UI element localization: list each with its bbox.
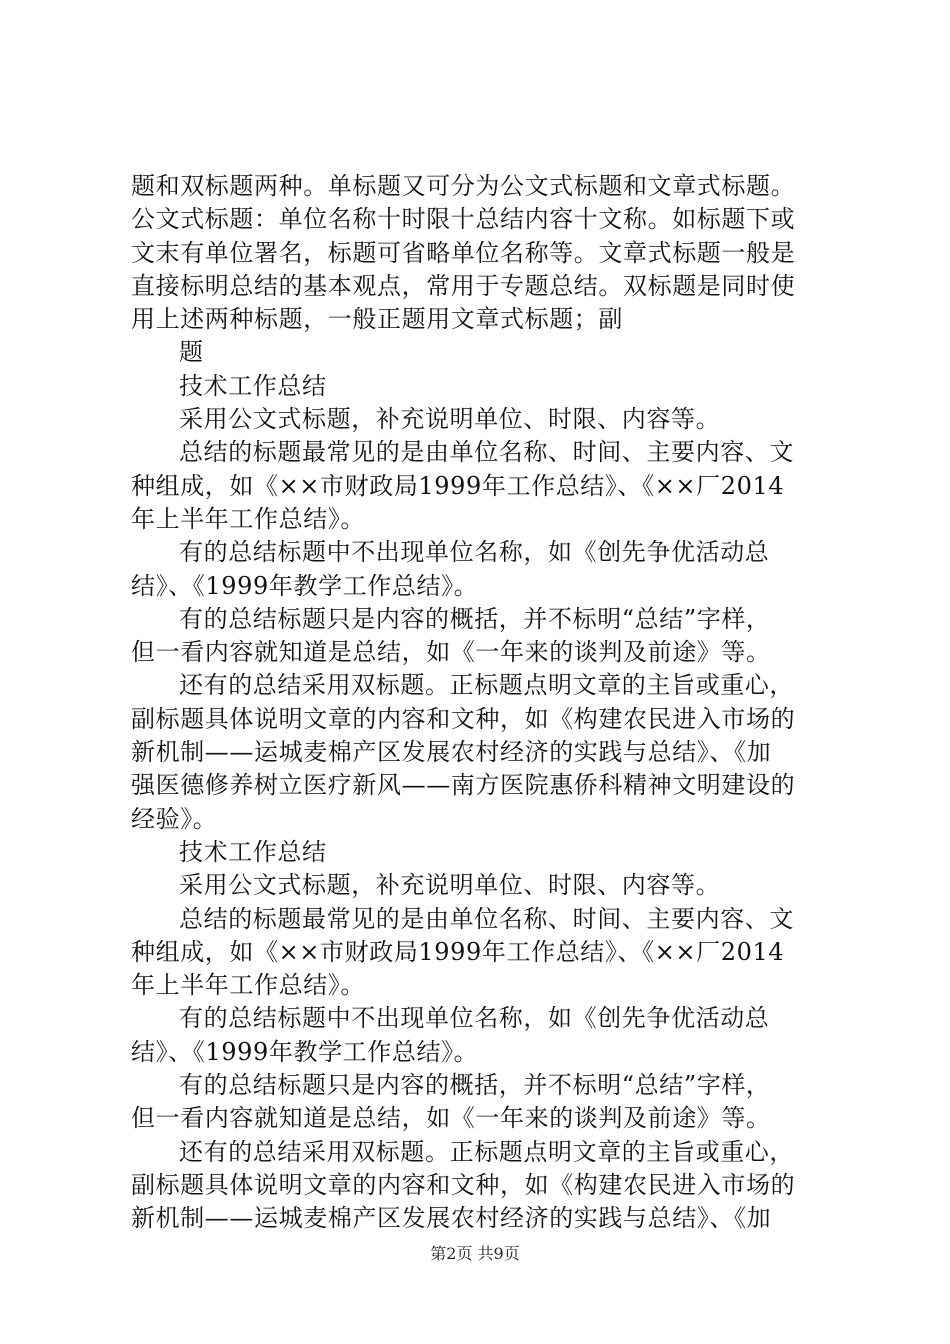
text-line: 总结的标题最常见的是由单位名称、时间、主要内容、文	[179, 438, 794, 467]
text-line: 结》、《1999年教学工作总结》。	[131, 1037, 479, 1066]
text-line: 文末有单位署名，标题可省略单位名称等。文章式标题一般是	[131, 238, 796, 267]
text-line: 公文式标题：单位名称十时限十总结内容十文称。如标题下或	[131, 205, 796, 234]
text-line: 采用公文式标题，补充说明单位、时限、内容等。	[179, 871, 721, 900]
text-line: 有的总结标题只是内容的概括，并不标明“总结”字样，	[179, 604, 771, 633]
text-line: 经验》。	[131, 804, 218, 833]
text-line: 直接标明总结的基本观点，常用于专题总结。双标题是同时使	[131, 271, 796, 300]
text-line: 副标题具体说明文章的内容和文种，如《构建农民进入市场的	[131, 1170, 796, 1199]
text-line: 题	[179, 338, 204, 367]
text-line: 种组成，如《××市财政局1999年工作总结》、《××厂2014	[131, 937, 785, 966]
text-line: 但一看内容就知道是总结，如《一年来的谈判及前途》等。	[131, 638, 771, 667]
text-line: 年上半年工作总结》。	[131, 504, 365, 533]
text-line: 有的总结标题只是内容的概括，并不标明“总结”字样，	[179, 1071, 771, 1100]
text-line: 有的总结标题中不出现单位名称，如《创先争优活动总	[179, 538, 770, 567]
text-line: 题和双标题两种。单标题又可分为公文式标题和文章式标题。	[131, 172, 796, 200]
text-line: 采用公文式标题，补充说明单位、时限、内容等。	[179, 405, 721, 434]
text-line: 年上半年工作总结》。	[131, 971, 365, 1000]
text-line: 技术工作总结	[179, 371, 327, 400]
text-line: 技术工作总结	[179, 837, 327, 866]
text-line: 副标题具体说明文章的内容和文种，如《构建农民进入市场的	[131, 704, 796, 733]
text-line: 还有的总结采用双标题。正标题点明文章的主旨或重心，	[179, 1137, 794, 1166]
text-line: 强医德修养树立医疗新风——南方医院惠侨科精神文明建设的	[131, 771, 796, 800]
text-line: 新机制——运城麦棉产区发展农村经济的实践与总结》、《加	[131, 1204, 772, 1233]
text-line: 总结的标题最常见的是由单位名称、时间、主要内容、文	[179, 904, 794, 933]
text-line: 有的总结标题中不出现单位名称，如《创先争优活动总	[179, 1004, 770, 1033]
text-line: 新机制——运城麦棉产区发展农村经济的实践与总结》、《加	[131, 738, 772, 767]
body-text	[131, 170, 831, 1236]
page-footer: 第2页 共9页	[430, 1244, 520, 1263]
text-line: 用上述两种标题，一般正题用文章式标题；副	[131, 305, 623, 334]
text-line: 结》、《1999年教学工作总结》。	[131, 571, 479, 600]
text-line: 还有的总结采用双标题。正标题点明文章的主旨或重心，	[179, 671, 794, 700]
text-line: 但一看内容就知道是总结，如《一年来的谈判及前途》等。	[131, 1104, 771, 1133]
text-line: 种组成，如《××市财政局1999年工作总结》、《××厂2014	[131, 471, 785, 500]
